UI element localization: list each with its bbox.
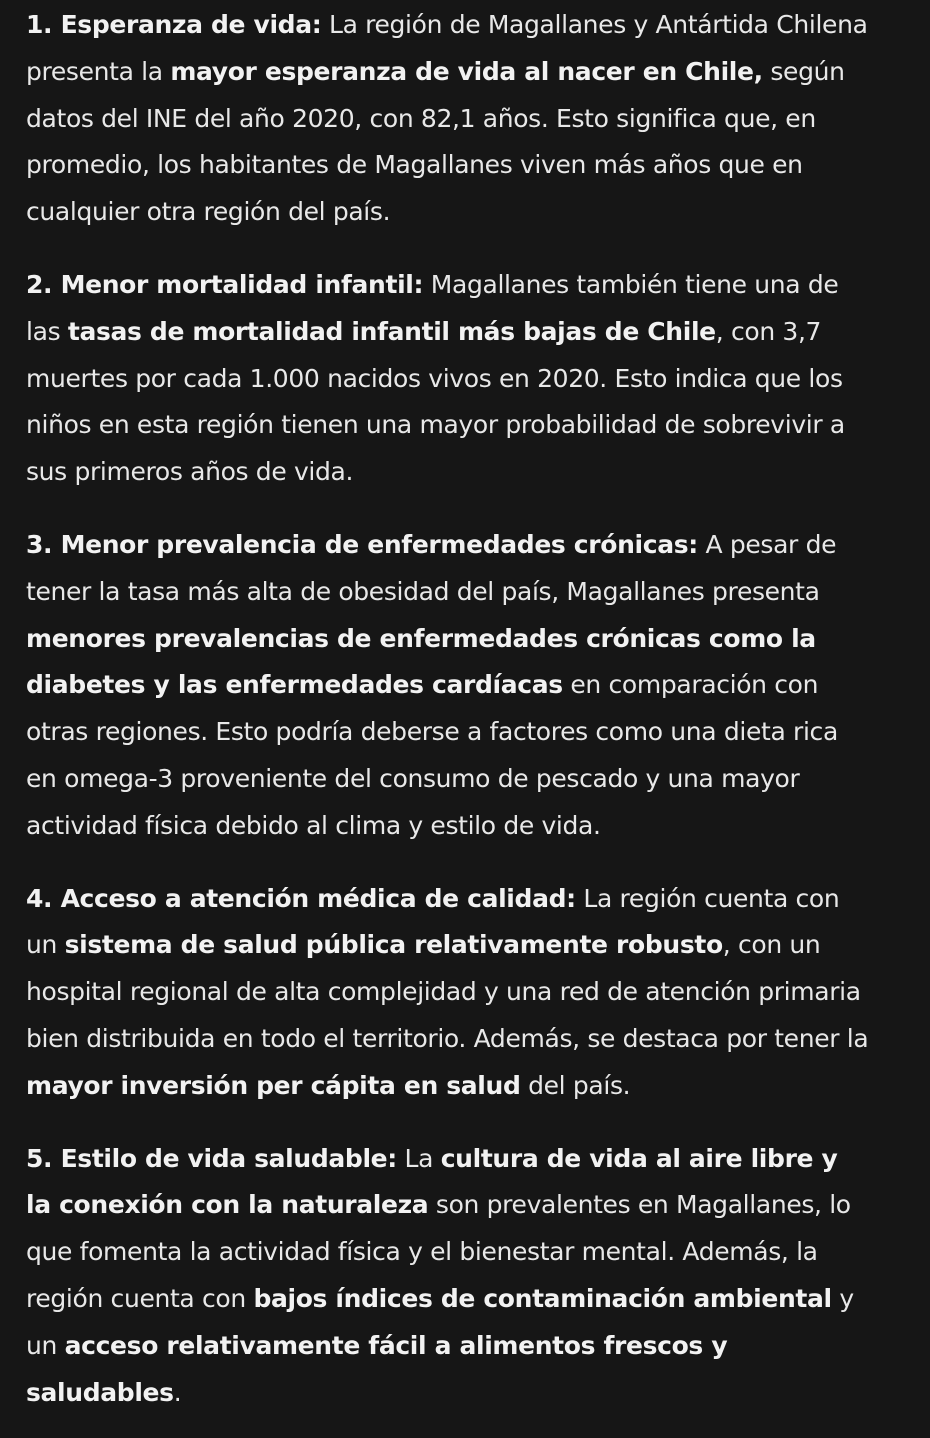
item-text: en comparación con otras regiones. Esto podría deberse a factores como una dieta rica en omega-3 proveniente del consumo de pescado y una mayor actividad física debido al clima y estilo de vida. [26,670,838,840]
item-text: Magallanes también tiene una de las [26,269,839,346]
item-text: son prevalentes en Magallanes, lo que fomenta la actividad física y el bienestar mental. Además, la región cuenta con [26,1190,851,1313]
item-heading-text: Estilo de vida saludable: [60,1143,397,1173]
item-text: , con 3,7 muertes por cada 1.000 nacidos vivos en 2020. Esto indica que los niños en esta región tienen una mayor probabilidad de sobrevivir a sus primeros años de vida. [26,316,845,487]
item-heading [26,884,576,913]
list-item-infant-mortality [26,262,870,496]
item-heading-text: Menor prevalencia de enfermedades crónicas: [60,529,698,559]
item-heading [26,10,321,39]
list-item-medical-care [26,876,870,1110]
item-text: La región de Magallanes y Antártida Chilena presenta la [26,10,868,86]
item-heading [26,270,423,299]
item-number: 3. [26,529,53,559]
item-bold-text: menores prevalencias de enfermedades crónicas como la diabetes y las enfermedades cardíacas [26,623,816,700]
item-text: según datos del INE del año 2020, con 82,1 años. Esto significa que, en promedio, los habitantes de Magallanes viven más años que en cualquier otra región del país. [26,56,845,227]
item-text: La región cuenta con un [26,883,840,960]
item-text: La [396,1143,441,1173]
item-bold-text: bajos índices de contaminación ambiental [253,1283,832,1313]
item-number: 1. [26,10,53,39]
item-heading [26,530,698,559]
item-text: , con un hospital regional de alta complejidad y una red de atención primaria bien distribuida en todo el territorio. Además, se destaca por tener la [26,930,869,1053]
item-bold-text: cultura de vida al aire libre y la conexión con la naturaleza [26,1143,838,1220]
item-bold-text: sistema de salud pública relativamente robusto [64,930,723,960]
item-number: 5. [26,1143,53,1173]
item-heading-text: Menor mortalidad infantil: [60,269,424,299]
assistant-response [26,0,870,1416]
item-heading [26,1144,397,1173]
list-item-chronic-diseases [26,522,870,850]
item-number: 4. [26,883,53,913]
item-text: y un [26,1283,854,1360]
item-text: A pesar de tener la tasa más alta de obesidad del país, Magallanes presenta [26,529,837,606]
list-item-life-expectancy [26,2,870,236]
item-heading-text: Acceso a atención médica de calidad: [60,883,576,913]
item-bold-text: acceso relativamente fácil a alimentos frescos y saludables [26,1330,728,1407]
list-item-healthy-lifestyle [26,1136,870,1417]
item-bold-text: mayor inversión per cápita en salud [26,1070,521,1100]
item-number: 2. [26,269,53,299]
item-heading-text: Esperanza de vida: [60,10,322,39]
item-text: . [173,1377,182,1407]
item-bold-text: mayor esperanza de vida al nacer en Chile, [170,56,763,86]
item-bold-text: tasas de mortalidad infantil más bajas de Chile [67,316,716,346]
item-text: del país. [520,1070,631,1100]
